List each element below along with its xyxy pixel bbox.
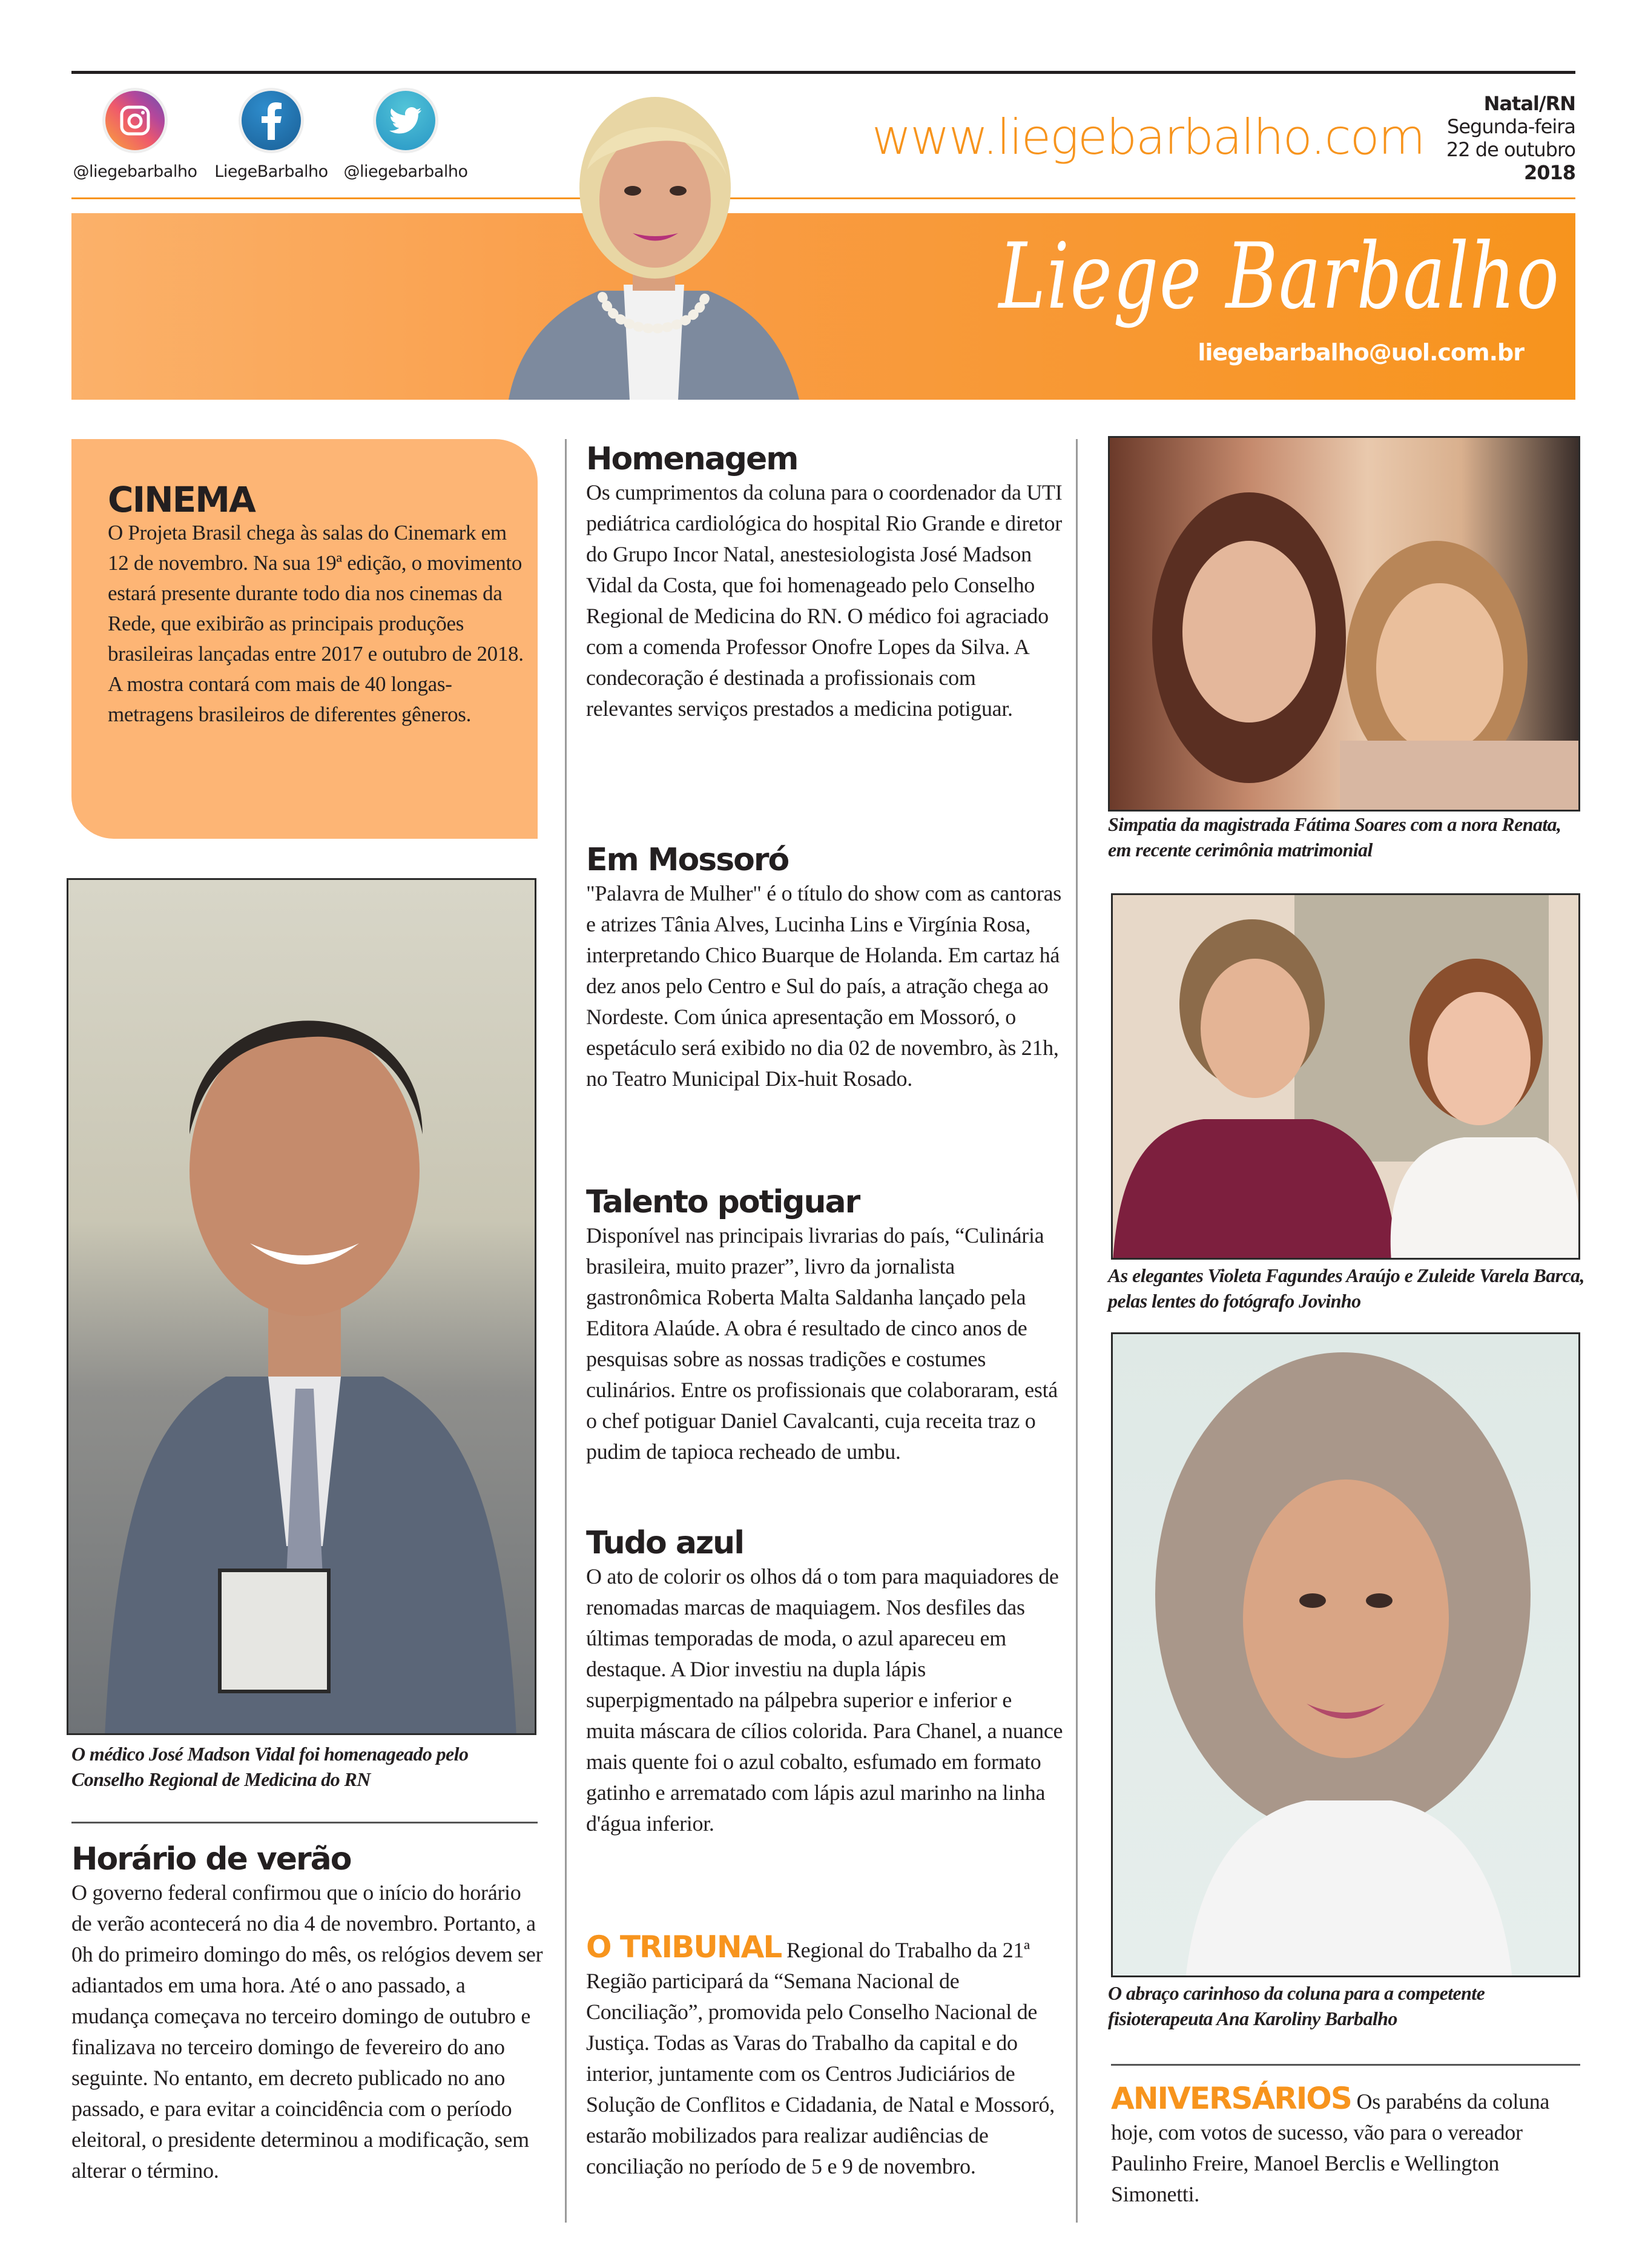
dateline-year: 2018 bbox=[1523, 161, 1575, 184]
photo-jose-madson bbox=[67, 878, 536, 1735]
photo-caption-ana-karoliny: O abraço carinhoso da coluna para a competente fisioterapeuta Ana Karoliny Barbalho bbox=[1108, 1982, 1485, 2029]
horario-heading: Horário de verão bbox=[71, 1841, 351, 1877]
tudo-azul-body: O ato de colorir os olhos dá o tom para maquiadores de renomadas marcas de maquiagem. Nos desfiles das últimas temporadas de moda, o azul apareceu em destaque. A Dior investiu na dupla lápis superpigmentado na pálpebra superior e inferior e muita máscara de cílios colorida. Para Chanel, a nuance mais quente foi o azul cobalto, esfumado em formato gatinho e arrematado com lápis azul marinho na linha d'água inferior. bbox=[586, 1564, 1063, 1836]
instagram-icon bbox=[105, 91, 165, 150]
columnist-portrait bbox=[496, 79, 811, 400]
tudo-azul-heading: Tudo azul bbox=[586, 1525, 744, 1561]
article-tudo-azul bbox=[586, 1525, 1064, 1839]
facebook-link[interactable] bbox=[196, 91, 347, 181]
email-link[interactable]: liegebarbalho@uol.com.br bbox=[1198, 339, 1524, 366]
column-divider-left bbox=[565, 439, 567, 2223]
header-divider bbox=[71, 197, 1575, 199]
article-homenagem bbox=[586, 441, 1064, 724]
dateline bbox=[1446, 92, 1575, 184]
dateline-date: 22 de outubro bbox=[1446, 138, 1575, 161]
dateline-weekday: Segunda-feira bbox=[1447, 115, 1575, 138]
twitter-link[interactable] bbox=[330, 91, 481, 181]
section-divider bbox=[71, 1822, 538, 1823]
talento-potiguar-heading: Talento potiguar bbox=[586, 1184, 860, 1220]
article-talento-potiguar bbox=[586, 1184, 1064, 1467]
tribunal-note bbox=[586, 1929, 1070, 2182]
photo-violeta-zuleide bbox=[1111, 893, 1580, 1260]
dateline-city: Natal/RN bbox=[1483, 92, 1575, 115]
aniversarios-body: Os parabéns da coluna hoje, com votos de sucesso, vão para o vereador Paulinho Freire, Manoel Berclis e Wellington Simonetti. bbox=[1111, 2089, 1550, 2206]
photo-ana-karoliny bbox=[1111, 1332, 1580, 1977]
article-em-mossoro bbox=[586, 842, 1064, 1094]
website-link[interactable]: www.liegebarbalho.com bbox=[872, 109, 1425, 165]
homenagem-heading: Homenagem bbox=[586, 441, 798, 477]
em-mossoro-body: "Palavra de Mulher" é o título do show com as cantoras e atrizes Tânia Alves, Lucinha Lins e Virgínia Rosa, interpretando Chico Buarque de Holanda. Em cartaz há dez anos pelo Centro e Sul do país, a atração chega ao Nordeste. Com única apresentação em Mossoró, o espetáculo será exibido no dia 02 de novembro, às 21h, no Teatro Municipal Dix-huit Rosado. bbox=[586, 881, 1061, 1091]
section-divider-right bbox=[1111, 2064, 1580, 2066]
horario-section bbox=[71, 1841, 544, 2186]
cinema-heading: CINEMA bbox=[108, 479, 255, 520]
facebook-icon bbox=[242, 91, 301, 150]
photo-caption-fatima-soares: Simpatia da magistrada Fátima Soares com a nora Renata, em recente cerimônia matrimonial bbox=[1108, 813, 1561, 861]
talento-potiguar-body: Disponível nas principais livrarias do país, “Culinária brasileira, muito prazer”, livro da jornalista gastronômica Roberta Malta Saldanha lançado pela Editora Alaúde. A obra é resultado de cinco anos de pesquisas sobre as nossas tradições e costumes culinários. Entre os profissionais que colaboraram, está o chef potiguar Daniel Cavalcanti, cuja receita traz o pudim de tapioca recheado de umbu. bbox=[586, 1223, 1058, 1464]
photo-fatima-soares bbox=[1108, 436, 1580, 812]
homenagem-body: Os cumprimentos da coluna para o coordenador da UTI pediátrica cardiológica do hospital Rio Grande e diretor do Grupo Incor Natal, anestesiologista José Madson Vidal da Costa, que foi homenageado pelo Conselho Regional de Medicina do RN. O médico foi agraciado com a comenda Professor Onofre Lopes da Silva. A condecoração é destinada a profissionais com relevantes serviços prestados a medicina potiguar. bbox=[586, 480, 1063, 721]
instagram-handle: @liegebarbalho bbox=[73, 162, 197, 181]
instagram-link[interactable] bbox=[59, 91, 211, 181]
column-divider-right bbox=[1076, 439, 1078, 2223]
twitter-icon bbox=[376, 91, 435, 150]
facebook-handle: LiegeBarbalho bbox=[214, 162, 328, 181]
column-title: Liege Barbalho bbox=[998, 224, 1560, 329]
aniversarios-kicker: ANIVERSÁRIOS bbox=[1111, 2081, 1351, 2116]
twitter-handle: @liegebarbalho bbox=[343, 162, 468, 181]
photo-caption-jose-madson: O médico José Madson Vidal foi homenageado pelo Conselho Regional de Medicina do RN bbox=[71, 1743, 469, 1790]
tribunal-body: Regional do Trabalho da 21ª Região participará da “Semana Nacional de Conciliação”, promovida pelo Conselho Nacional de Justiça. Todas as Varas do Trabalho da capital e do interior, juntamente com os Centros Judiciários de Solução de Conflitos e Cidadania, de Natal e Mossoró, estarão mobilizados para realizar audiências de conciliação no período de 5 e 9 de novembro. bbox=[586, 1938, 1055, 2178]
horario-body: O governo federal confirmou que o início do horário de verão acontecerá no dia 4 de novembro. Portanto, a 0h do primeiro domingo do mês, os relógios devem ser adiantados em uma hora. Até o ano passado, a mudança começava no terceiro domingo de outubro e finalizava no terceiro domingo de fevereiro do ano seguinte. No entanto, em decreto publicado no ano passado, e para evitar a coincidência com o período eleitoral, o presidente determinou a modificação, sem alterar o término. bbox=[71, 1880, 543, 2183]
top-rule bbox=[71, 71, 1575, 74]
cinema-box bbox=[71, 439, 538, 839]
aniversarios-note bbox=[1111, 2083, 1583, 2210]
em-mossoro-heading: Em Mossoró bbox=[586, 842, 789, 878]
photo-caption-violeta-zuleide: As elegantes Violeta Fagundes Araújo e Zuleide Varela Barca, pelas lentes do fotógrafo Jovinho bbox=[1108, 1265, 1584, 1312]
cinema-body: O Projeta Brasil chega às salas do Cinemark em 12 de novembro. Na sua 19ª edição, o movimento estará presente durante todo dia nos cinemas da Rede, que exibirão as principais produções brasileiras lançadas entre 2017 e outubro de 2018. A mostra contará com mais de 40 longas-metragens brasileiros de diferentes gêneros. bbox=[108, 521, 524, 726]
tribunal-kicker: O TRIBUNAL bbox=[586, 1929, 782, 1965]
